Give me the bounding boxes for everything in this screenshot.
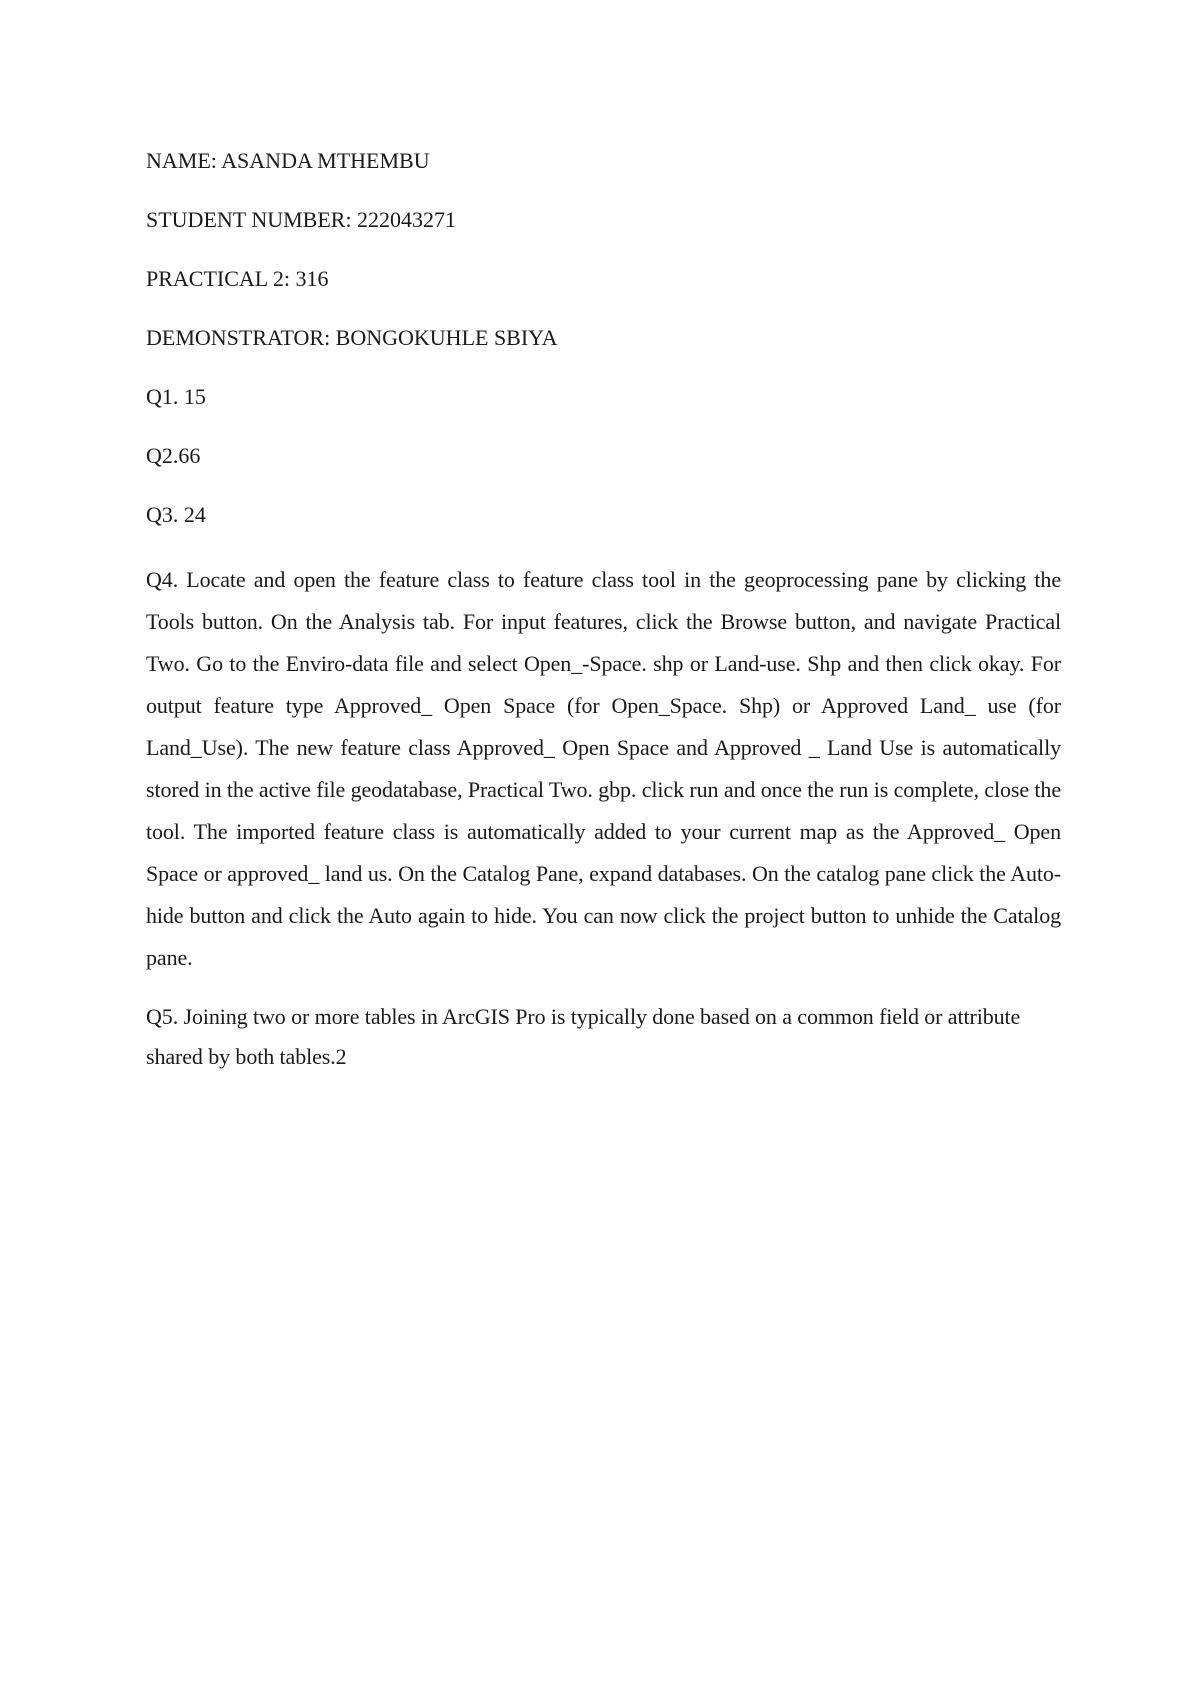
demonstrator-line: DEMONSTRATOR: BONGOKUHLE SBIYA xyxy=(146,325,558,350)
answer-q2: Q2.66 xyxy=(146,443,201,468)
practical-line: PRACTICAL 2: 316 xyxy=(146,266,329,291)
answer-q3: Q3. 24 xyxy=(146,502,206,527)
document-body xyxy=(146,146,1061,1077)
answer-q5-paragraph: Q5. Joining two or more tables in ArcGIS Pro is typically done based on a common field or attribute shared by both tables.2 xyxy=(146,1004,1021,1069)
answer-q4-paragraph: Q4. Locate and open the feature class to feature class tool in the geoprocessing pane by clicking the Tools button. On the Analysis tab. For input features, click the Browse button, and navigate Practical Two. Go to the Enviro-data file and select Open_-Space. shp or Land-use. Shp and then click okay. For output feature type Approved_ Open Space (for Open_Space. Shp) or Approved Land_ use (for Land_Use). The new feature class Approved_ Open Space and Approved _ Land Use is automatically stored in the active file geodatabase, Practical Two. gbp. click run and once the run is complete, close the tool. The imported feature class is automatically added to your current map as the Approved_ Open Space or approved_ land us. On the Catalog Pane, expand databases. On the catalog pane click the Auto-hide button and click the Auto again to hide. You can now click the project button to unhide the Catalog pane. xyxy=(146,567,1061,970)
student-name-line: NAME: ASANDA MTHEMBU xyxy=(146,148,430,173)
student-number-line: STUDENT NUMBER: 222043271 xyxy=(146,207,457,232)
answer-q1: Q1. 15 xyxy=(146,384,206,409)
